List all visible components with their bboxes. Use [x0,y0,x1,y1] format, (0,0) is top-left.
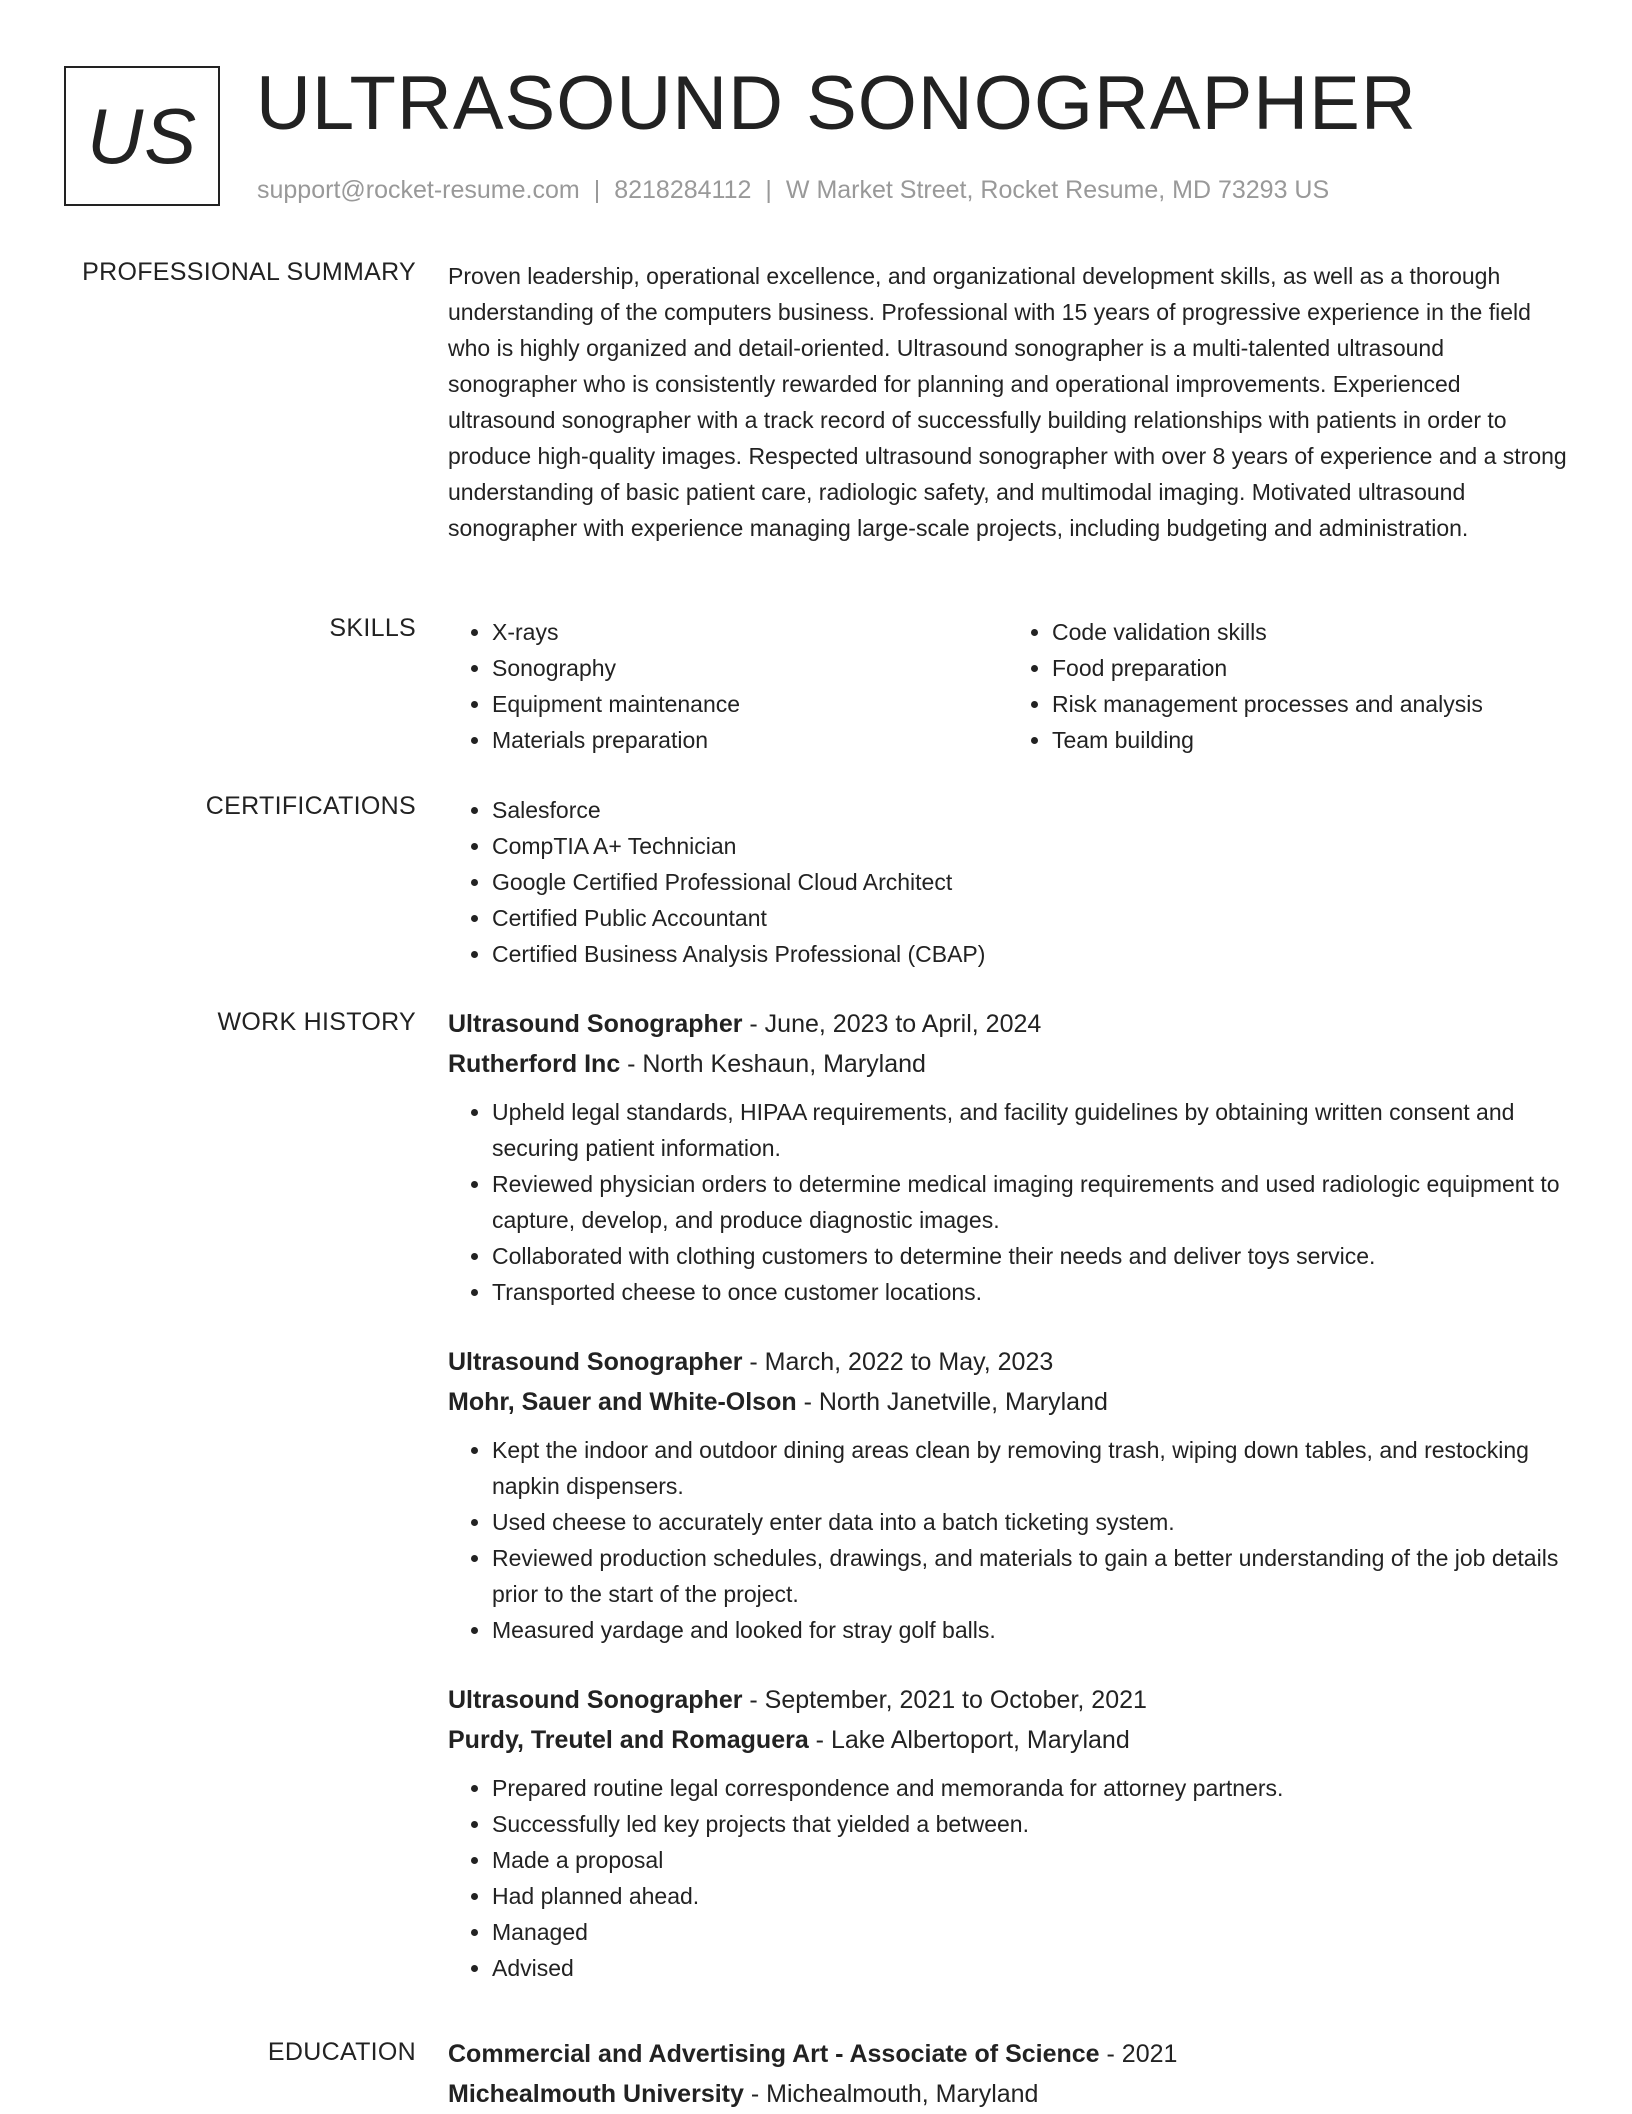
list-item: • Transported cheese to once customer locations. [492,1274,1568,1310]
company-location: - North Keshaun, Maryland [620,1050,926,1078]
list-item: • Food preparation [1052,650,1568,686]
address: W Market Street, Rocket Resume, MD 73293 US [785,176,1330,204]
list-item: • Prepared routine legal correspondence and memoranda for attorney partners. [492,1770,1568,1806]
school-name: Michealmouth University [448,2080,744,2108]
section-heading-certifications: CERTIFICATIONS [205,792,416,820]
section-heading-education: EDUCATION [267,2038,416,2066]
resume-header [64,61,1592,226]
contact-line [257,176,1329,205]
list-item: • Equipment maintenance [492,686,1008,722]
job-bullets [448,1770,1568,1986]
graduation-year: - 2021 [1099,2040,1178,2068]
list-item: • Upheld legal standards, HIPAA requirements, and facility guidelines by obtaining written consent and securing patient information. [492,1094,1568,1166]
company-location: - Lake Albertoport, Maryland [808,1726,1130,1754]
job-title: Ultrasound Sonographer [448,1686,743,1714]
list-item: • Certified Business Analysis Professional (CBAP) [492,936,1568,972]
list-item: • Risk management processes and analysis [1052,686,1568,722]
list-item: • X-rays [492,614,1008,650]
job-entry [448,1004,1568,1310]
job-dates: - June, 2023 to April, 2024 [742,1010,1042,1038]
contact-separator: | [593,176,601,204]
list-item: • Certified Public Accountant [492,900,1568,936]
list-item: • CompTIA A+ Technician [492,828,1568,864]
list-item: • Had planned ahead. [492,1878,1568,1914]
job-title: Ultrasound Sonographer [448,1348,743,1376]
email-link[interactable]: support@rocket-resume.com [257,176,580,204]
list-item: • Code validation skills [1052,614,1568,650]
list-item: • Materials preparation [492,722,1008,758]
section-heading-summary: PROFESSIONAL SUMMARY [82,258,416,286]
list-item: • Kept the indoor and outdoor dining areas clean by removing trash, wiping down tables, and restocking napkin dispensers. [492,1432,1568,1504]
contact-separator: | [765,176,772,204]
job-bullets [448,1094,1568,1310]
job-entry [448,1342,1568,1648]
skills-list-right [1008,614,1568,758]
phone-number: 8218284112 [614,176,752,204]
company-name: Mohr, Sauer and White-Olson [448,1388,797,1416]
list-item: • Reviewed physician orders to determine medical imaging requirements and used radiologic equipment to capture, develop, and produce diagnostic images. [492,1166,1568,1238]
list-item: • Managed [492,1914,1568,1950]
job-dates: - September, 2021 to October, 2021 [742,1686,1147,1714]
certifications-list [448,792,1568,972]
list-item: • Used cheese to accurately enter data into a batch ticketing system. [492,1504,1568,1540]
list-item: • Made a proposal [492,1842,1568,1878]
list-item: • Successfully led key projects that yielded a between. [492,1806,1568,1842]
page-title: ULTRASOUND SONOGRAPHER [256,61,1417,146]
school-location: - Michealmouth, Maryland [743,2080,1039,2108]
list-item: • Salesforce [492,792,1568,828]
section-heading-skills: SKILLS [329,614,416,642]
job-bullets [448,1432,1568,1648]
company-name: Purdy, Treutel and Romaguera [448,1726,809,1754]
list-item: • Collaborated with clothing customers to determine their needs and deliver toys service. [492,1238,1568,1274]
company-name: Rutherford Inc [448,1050,621,1078]
list-item: • Reviewed production schedules, drawings, and materials to gain a better understanding of the job details prior to the start of the project. [492,1540,1568,1612]
list-item: • Measured yardage and looked for stray golf balls. [492,1612,1568,1648]
summary-text: Proven leadership, operational excellence, and organizational development skills, as well as a thorough understanding of the computers business. Professional with 15 years of progressive experience in the field who is highly organized and detail-oriented. Ultrasound sonographer is a multi-talented ultrasound sonographer who is consistently rewarded for planning and operational improvements. Experienced ultrasound sonographer with a track record of successfully building relationships with patients in order to produce high-quality images. Respected ultrasound sonographer with over 8 years of experience and a strong understanding of basic patient care, radiologic safety, and multimodal imaging. Motivated ultrasound sonographer with experience managing large-scale projects, including budgeting and administration. [448,263,1567,541]
job-title: Ultrasound Sonographer [448,1010,743,1038]
list-item: • Advised [492,1950,1568,1986]
list-item: • Google Certified Professional Cloud Architect [492,864,1568,900]
job-dates: - March, 2022 to May, 2023 [742,1348,1054,1376]
section-heading-work-history: WORK HISTORY [217,1008,416,1036]
skills-list-left [448,614,1008,758]
monogram: US [64,66,220,206]
company-location: - North Janetville, Maryland [796,1388,1108,1416]
job-entry [448,1680,1568,1986]
list-item: • Team building [1052,722,1568,758]
degree-name: Commercial and Advertising Art - Associate of Science [448,2040,1100,2068]
list-item: • Sonography [492,650,1008,686]
